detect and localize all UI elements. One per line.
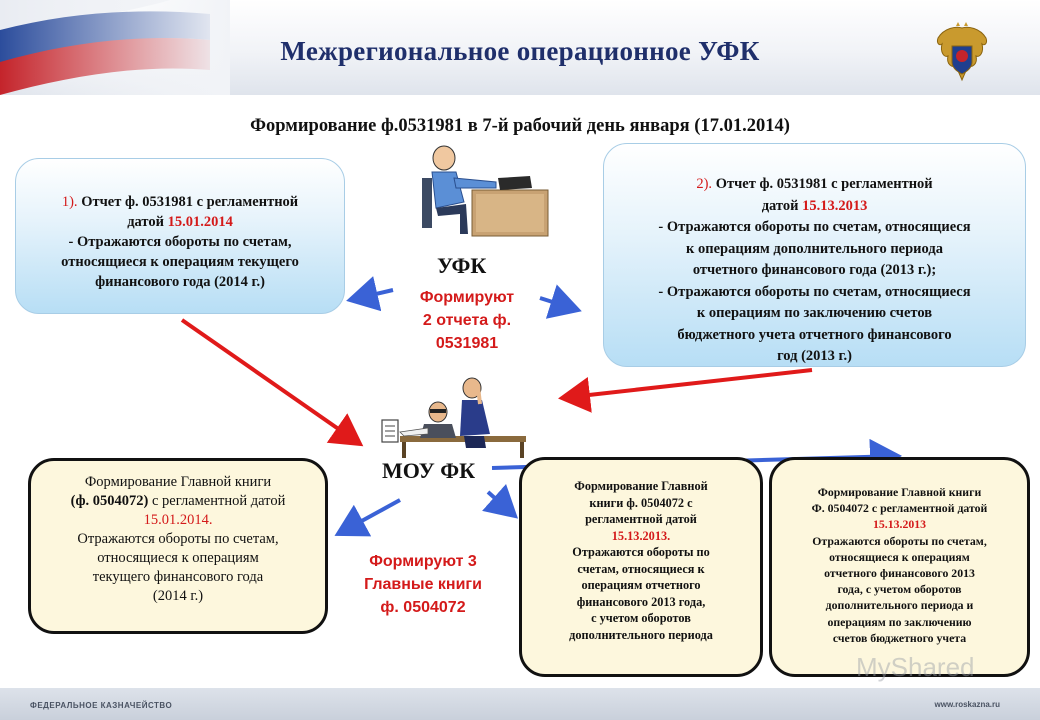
box2-line — [604, 346, 1025, 368]
box4-text: регламентной датой — [585, 512, 697, 526]
mou-label: МОУ ФК — [382, 458, 476, 483]
ledger-box-1 — [28, 458, 328, 634]
report-box-1 — [15, 158, 345, 314]
box2-text: - Отражаются обороты по счетам, относящиеся — [658, 283, 971, 300]
box4-text: финансового 2013 года, — [576, 594, 706, 609]
box2-line — [604, 260, 1025, 282]
ufk-worker-at-desk-icon — [420, 142, 550, 242]
ufk-desc-line: Формируют — [419, 289, 515, 306]
arrow-ufk-to-box2 — [540, 298, 578, 310]
box2-text: бюджетного учета отчетного финансового — [677, 326, 952, 343]
ufk-description — [398, 286, 536, 355]
box3-text: относящиеся к операциям — [97, 550, 259, 566]
box5-text: относящиеся к операциям — [829, 549, 970, 564]
box2-text: - Отражаются обороты по счетам, относящиеся — [658, 219, 971, 235]
box1-title: Отчет ф. 0531981 с регламентной — [81, 194, 299, 210]
ufk-label: УФК — [437, 253, 487, 278]
box2-date-label: датой — [761, 197, 803, 214]
box4-text: Отражаются обороты по — [572, 545, 710, 559]
box5-text: Формирование Главной книги — [817, 485, 982, 499]
footer-org-name: ФЕДЕРАЛЬНОЕ КАЗНАЧЕЙСТВО — [30, 701, 173, 710]
box4-text: счетам, относящиеся к — [577, 561, 705, 576]
box2-line — [604, 239, 1025, 261]
box5-date: 15.13.2013 — [872, 517, 927, 532]
box2-text: к операциям по заключению счетов — [696, 305, 933, 321]
box4-text: книги ф. 0504072 с — [589, 495, 693, 510]
box1-text: - Отражаются обороты по счетам, — [68, 234, 292, 250]
box4-text: Формирование Главной — [574, 479, 708, 493]
box2-line — [604, 217, 1025, 239]
box3-text: текущего финансового года — [92, 569, 264, 585]
box1-line — [16, 232, 344, 252]
diagram-subtitle: Формирование ф.0531981 в 7-й рабочий день января (17.01.2014) — [250, 116, 790, 136]
ufk-desc-line: 0531981 — [435, 335, 499, 352]
watermark-text: MyShared — [856, 652, 975, 682]
mou-description — [338, 550, 508, 619]
box5-text: счетов бюджетного учета — [832, 630, 967, 645]
box1-date-label: датой — [127, 214, 168, 230]
box5-text: отчетного финансового 2013 — [824, 566, 975, 581]
footer-bar — [0, 688, 1040, 720]
box1-line — [16, 192, 344, 212]
box3-text: (2014 г.) — [152, 588, 204, 604]
mou-desc-line: Главные книги — [364, 576, 482, 593]
box5-text: года, с учетом оборотов — [837, 582, 962, 597]
box2-line — [604, 303, 1025, 325]
box4-date: 15.13.2013. — [611, 528, 671, 543]
box3-text: Отражаются обороты по счетам, — [77, 531, 279, 547]
box3-text: с регламентной датой — [148, 493, 286, 509]
box5-text: Ф. 0504072 с регламентной датой — [811, 501, 988, 516]
box4-text: с учетом оборотов — [591, 611, 691, 625]
box2-line — [604, 196, 1025, 218]
arrow-mou-to-box3 — [338, 500, 400, 534]
box4-text: операциям отчетного — [581, 578, 701, 592]
box2-line — [604, 325, 1025, 347]
box3-date: 15.01.2014. — [143, 512, 213, 528]
arrow-box1-to-mou — [182, 320, 360, 444]
box2-line — [604, 282, 1025, 304]
arrow-ufk-to-box1 — [350, 290, 393, 300]
report-box-2 — [603, 143, 1026, 367]
box1-number: 1). — [61, 194, 82, 210]
box1-text: относящиеся к операциям текущего — [61, 254, 299, 270]
box4-text: дополнительного периода — [569, 627, 713, 642]
box1-date: 15.01.2014 — [167, 214, 233, 230]
mou-desc-line: Формируют 3 — [369, 553, 477, 570]
box3-form: (ф. 0504072) — [70, 493, 149, 509]
box5-text: Отражаются обороты по счетам, — [812, 533, 987, 548]
arrow-mou-to-box4 — [488, 492, 515, 516]
box3-title: Формирование Главной книги — [84, 474, 272, 490]
box1-line — [16, 212, 344, 232]
box2-date: 15.13.2013 — [802, 197, 868, 214]
box1-line — [16, 252, 344, 272]
ufk-desc-line: 2 отчета ф. — [422, 312, 512, 329]
box5-text: операциям по заключению — [827, 614, 972, 629]
arrow-box2-to-mou — [562, 370, 812, 398]
box2-text: год (2013 г.) — [777, 348, 852, 364]
box3-line — [31, 492, 325, 511]
mou-people-meeting-icon — [380, 376, 530, 462]
box5-text: дополнительного периода и — [825, 598, 974, 613]
header-title: Межрегиональное операционное УФК — [280, 36, 760, 66]
box2-line — [604, 174, 1025, 196]
box1-line — [16, 272, 344, 292]
ledger-box-2 — [519, 457, 763, 677]
box2-text: к операциям дополнительного периода — [686, 240, 943, 257]
box2-number: 2). — [696, 176, 716, 192]
box1-text: финансового года (2014 г.) — [95, 274, 265, 290]
ledger-box-3 — [769, 457, 1030, 677]
box2-text: отчетного финансового года (2013 г.); — [692, 262, 937, 278]
mou-desc-line: ф. 0504072 — [380, 599, 466, 616]
box2-title: Отчет ф. 0531981 с регламентной — [715, 176, 933, 192]
footer-website-link[interactable]: www.roskazna.ru — [934, 700, 1000, 709]
